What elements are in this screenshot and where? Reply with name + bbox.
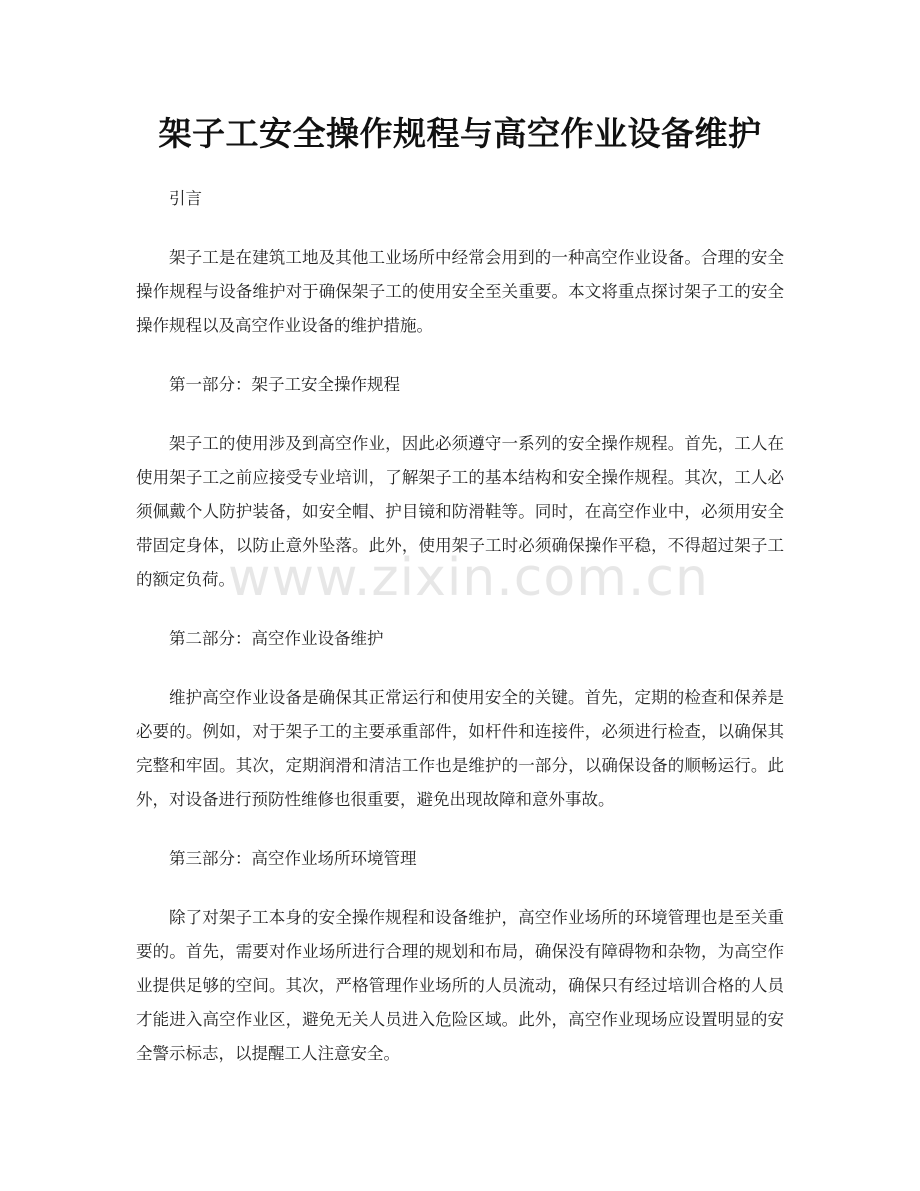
section-1-heading: 第一部分：架子工安全操作规程	[169, 375, 400, 394]
section-2-paragraph: 维护高空作业设备是确保其正常运行和使用安全的关键。首先，定期的检查和保养是必要的。例如，对于架子工的主要承重部件，如杆件和连接件，必须进行检查，以确保其完整和牢固。其次，定期润滑和清洁工作也是维护的一部分，以确保设备的顺畅运行。此外，对设备进行预防性维修也很重要，避免出现故障和意外事故。	[136, 688, 784, 809]
watermark: www.zixin.com.cn	[228, 548, 709, 608]
section-3-paragraph: 除了对架子工本身的安全操作规程和设备维护，高空作业场所的环境管理也是至关重要的。首先，需要对作业场所进行合理的规划和布局，确保没有障碍物和杂物，为高空作业提供足够的空间。其次，严格管理作业场所的人员流动，确保只有经过培训合格的人员才能进入高空作业区，避免无关人员进入危险区域。此外，高空作业现场应设置明显的安全警示标志，以提醒工人注意安全。	[136, 908, 784, 1063]
section-3-heading: 第三部分：高空作业场所环境管理	[169, 849, 417, 868]
section-2-heading: 第二部分：高空作业设备维护	[169, 629, 384, 648]
document-body	[136, 182, 784, 1096]
document-title: 架子工安全操作规程与高空作业设备维护	[158, 114, 762, 153]
section-1-paragraph: 架子工的使用涉及到高空作业，因此必须遵守一系列的安全操作规程。首先，工人在使用架子工之前应接受专业培训，了解架子工的基本结构和安全操作规程。其次，工人必须佩戴个人防护装备，如安全帽、护目镜和防滑鞋等。同时，在高空作业中，必须用安全带固定身体，以防止意外坠落。此外，使用架子工时必须确保操作平稳，不得超过架子工的额定负荷。	[136, 434, 784, 589]
intro-heading: 引言	[169, 189, 202, 208]
intro-paragraph: 架子工是在建筑工地及其他工业场所中经常会用到的一种高空作业设备。合理的安全操作规程与设备维护对于确保架子工的使用安全至关重要。本文将重点探讨架子工的安全操作规程以及高空作业设备的维护措施。	[136, 248, 784, 335]
